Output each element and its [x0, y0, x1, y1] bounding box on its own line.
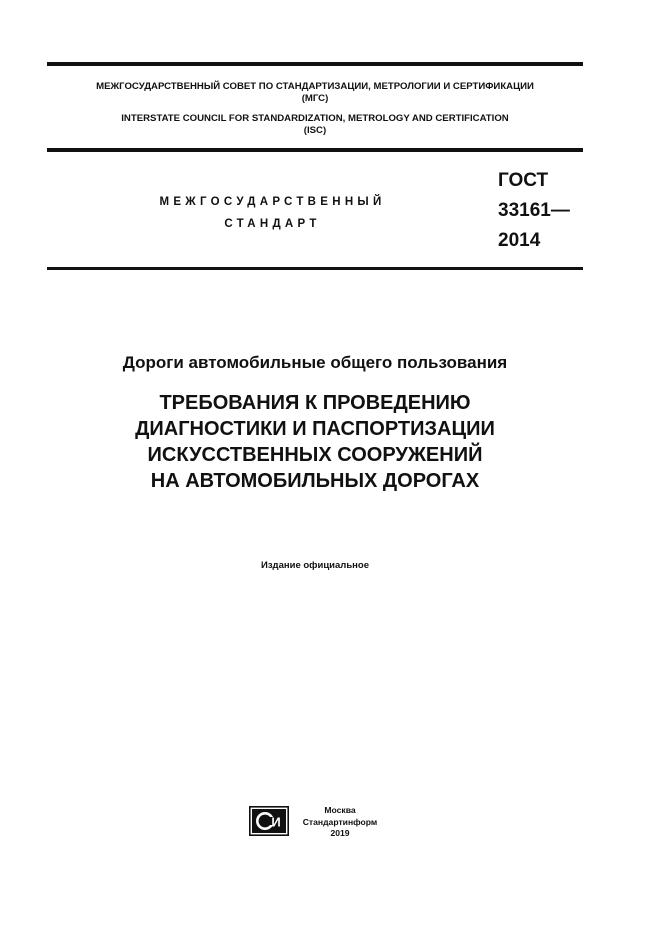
designation-year: 2014 — [498, 230, 541, 251]
title-line1: ТРЕБОВАНИЯ К ПРОВЕДЕНИЮ — [159, 392, 471, 414]
standard-designation — [498, 166, 570, 256]
title-line3: ИСКУССТВЕННЫХ СООРУЖЕНИЙ — [147, 444, 483, 466]
publisher-year: 2019 — [330, 828, 350, 838]
standard-kind-line2: СТАНДАРТ — [224, 218, 321, 230]
council-name-ru — [47, 81, 583, 105]
bottom-rule — [47, 267, 583, 270]
publisher-info — [292, 805, 388, 840]
top-rule — [47, 62, 583, 66]
standard-kind-line1: МЕЖГОСУДАРСТВЕННЫЙ — [159, 196, 386, 208]
title-line4: НА АВТОМОБИЛЬНЫХ ДОРОГАХ — [150, 470, 480, 492]
designation-number: 33161— — [498, 200, 570, 221]
designation-gost: ГОСТ — [498, 170, 549, 191]
council-name-en — [47, 113, 583, 137]
document-subtitle: Дороги автомобильные общего пользования — [122, 353, 508, 372]
standartinform-logo-icon — [249, 806, 289, 836]
standard-kind — [140, 191, 405, 235]
svg-text:И: И — [271, 814, 281, 830]
middle-rule — [47, 148, 583, 152]
edition-note: Издание официальное — [261, 560, 369, 571]
publisher-name: Стандартинформ — [302, 816, 378, 827]
title-line2: ДИАГНОСТИКИ И ПАСПОРТИЗАЦИИ — [135, 418, 495, 440]
council-name-en-line: INTERSTATE COUNCIL FOR STANDARDIZATION, METROLOGY AND CERTIFICATION — [121, 113, 509, 124]
council-name-ru-line: МЕЖГОСУДАРСТВЕННЫЙ СОВЕТ ПО СТАНДАРТИЗАЦИИ, МЕТРОЛОГИИ И СЕРТИФИКАЦИИ — [96, 81, 534, 92]
document-title — [47, 390, 583, 494]
council-abbr-ru: (МГС) — [301, 93, 329, 104]
publisher-city: Москва — [324, 805, 356, 815]
council-abbr-en: (ISC) — [303, 125, 327, 136]
